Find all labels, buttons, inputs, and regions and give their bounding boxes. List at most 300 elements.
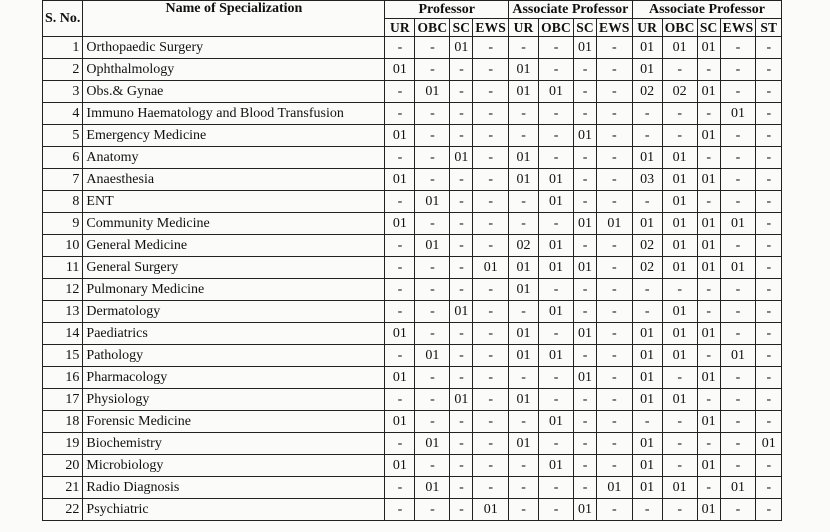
vacancy-cell: 01: [662, 235, 697, 257]
vacancy-cell: 01: [415, 81, 450, 103]
vacancy-cell: -: [539, 213, 574, 235]
vacancy-cell: -: [597, 323, 633, 345]
table-row: [43, 257, 782, 279]
vacancy-cell: 01: [697, 411, 720, 433]
vacancy-cell: -: [415, 279, 450, 301]
vacancy-cell: -: [539, 433, 574, 455]
vacancy-cell: -: [473, 477, 509, 499]
specialization-name: Pathology: [83, 345, 385, 367]
row-number: 15: [43, 345, 83, 367]
vacancy-cell: 01: [509, 169, 539, 191]
table-row: [43, 345, 782, 367]
vacancy-cell: 01: [509, 323, 539, 345]
vacancy-cell: 01: [720, 345, 756, 367]
header-row-groups: [43, 1, 782, 19]
vacancy-cell: -: [450, 235, 473, 257]
vacancy-cell: -: [473, 433, 509, 455]
vacancy-cell: -: [450, 213, 473, 235]
vacancy-cell: 01: [632, 345, 662, 367]
vacancy-cell: 03: [632, 169, 662, 191]
vacancy-cell: -: [756, 499, 782, 521]
vacancy-cell: -: [415, 103, 450, 125]
vacancy-cell: -: [415, 169, 450, 191]
specialization-name: Anaesthesia: [83, 169, 385, 191]
vacancy-cell: 01: [720, 103, 756, 125]
vacancy-cell: -: [756, 103, 782, 125]
vacancy-cell: -: [473, 389, 509, 411]
vacancy-cell: -: [539, 147, 574, 169]
vacancy-cell: -: [473, 191, 509, 213]
vacancy-cell: -: [662, 455, 697, 477]
vacancy-cell: -: [450, 59, 473, 81]
vacancy-cell: -: [632, 279, 662, 301]
vacancy-cell: -: [720, 389, 756, 411]
specialization-name: Community Medicine: [83, 213, 385, 235]
vacancy-cell: -: [539, 477, 574, 499]
vacancy-cell: -: [415, 323, 450, 345]
row-number: 16: [43, 367, 83, 389]
vacancy-cell: -: [756, 323, 782, 345]
group-header-associate-professor-2: Associate Professor: [632, 1, 782, 19]
vacancy-cell: -: [597, 433, 633, 455]
specialization-name: Paediatrics: [83, 323, 385, 345]
table-row: [43, 59, 782, 81]
vacancy-cell: -: [473, 213, 509, 235]
vacancy-cell: -: [450, 345, 473, 367]
vacancy-cell: 01: [450, 147, 473, 169]
vacancy-cell: -: [632, 103, 662, 125]
group-header-associate-professor: Associate Professor: [509, 1, 633, 19]
vacancy-cell: 01: [385, 169, 415, 191]
vacancy-cell: -: [756, 455, 782, 477]
vacancy-cell: -: [574, 389, 597, 411]
vacancy-cell: -: [509, 477, 539, 499]
row-number: 17: [43, 389, 83, 411]
vacancy-cell: -: [756, 125, 782, 147]
table-row: [43, 37, 782, 59]
vacancy-cell: -: [509, 191, 539, 213]
vacancy-cell: -: [415, 499, 450, 521]
vacancy-cell: 01: [574, 323, 597, 345]
vacancy-cell: 01: [509, 433, 539, 455]
vacancy-cell: 01: [756, 433, 782, 455]
vacancy-cell: -: [574, 81, 597, 103]
vacancy-cell: 01: [539, 257, 574, 279]
vacancy-cell: -: [756, 367, 782, 389]
vacancy-cell: -: [473, 455, 509, 477]
vacancy-cell: -: [574, 103, 597, 125]
specialization-name: Physiology: [83, 389, 385, 411]
vacancy-cell: -: [415, 147, 450, 169]
vacancy-cell: 01: [385, 323, 415, 345]
specialization-vacancy-table: [42, 0, 782, 521]
vacancy-cell: 01: [574, 125, 597, 147]
vacancy-cell: -: [473, 323, 509, 345]
vacancy-cell: -: [597, 257, 633, 279]
vacancy-cell: -: [539, 499, 574, 521]
vacancy-cell: 01: [632, 367, 662, 389]
vacancy-cell: -: [697, 477, 720, 499]
vacancy-cell: -: [450, 81, 473, 103]
vacancy-cell: 01: [632, 389, 662, 411]
vacancy-cell: -: [539, 389, 574, 411]
vacancy-cell: 01: [662, 477, 697, 499]
vacancy-cell: 01: [632, 455, 662, 477]
vacancy-cell: 01: [415, 345, 450, 367]
vacancy-cell: -: [597, 301, 633, 323]
vacancy-cell: -: [720, 367, 756, 389]
vacancy-cell: 01: [415, 433, 450, 455]
row-number: 6: [43, 147, 83, 169]
specialization-name: Ophthalmology: [83, 59, 385, 81]
vacancy-cell: -: [720, 235, 756, 257]
vacancy-cell: -: [597, 191, 633, 213]
vacancy-cell: -: [597, 499, 633, 521]
row-number: 22: [43, 499, 83, 521]
vacancy-cell: -: [697, 59, 720, 81]
vacancy-cell: -: [756, 389, 782, 411]
row-number: 10: [43, 235, 83, 257]
vacancy-cell: 02: [632, 235, 662, 257]
vacancy-cell: -: [574, 411, 597, 433]
column-header-sc: SC: [574, 19, 597, 37]
vacancy-cell: 01: [662, 323, 697, 345]
vacancy-cell: -: [662, 411, 697, 433]
vacancy-cell: -: [720, 323, 756, 345]
vacancy-cell: -: [385, 499, 415, 521]
table-row: [43, 477, 782, 499]
vacancy-cell: 01: [415, 191, 450, 213]
specialization-name: Radio Diagnosis: [83, 477, 385, 499]
vacancy-cell: 01: [662, 301, 697, 323]
vacancy-cell: 01: [697, 169, 720, 191]
vacancy-cell: -: [509, 411, 539, 433]
table-row: [43, 411, 782, 433]
vacancy-cell: 01: [509, 59, 539, 81]
vacancy-cell: -: [539, 367, 574, 389]
vacancy-cell: -: [720, 191, 756, 213]
vacancy-cell: -: [720, 301, 756, 323]
vacancy-cell: 01: [450, 37, 473, 59]
specialization-name: ENT: [83, 191, 385, 213]
row-number: 11: [43, 257, 83, 279]
vacancy-cell: 01: [385, 59, 415, 81]
vacancy-cell: -: [415, 37, 450, 59]
vacancy-cell: 01: [574, 213, 597, 235]
column-header-obc: OBC: [415, 19, 450, 37]
vacancy-cell: 01: [539, 411, 574, 433]
specialization-name: Pulmonary Medicine: [83, 279, 385, 301]
vacancy-cell: 01: [662, 257, 697, 279]
vacancy-cell: -: [697, 389, 720, 411]
table-row: [43, 213, 782, 235]
vacancy-cell: 01: [385, 411, 415, 433]
table-row: [43, 455, 782, 477]
vacancy-cell: -: [597, 235, 633, 257]
vacancy-cell: -: [509, 213, 539, 235]
row-number: 1: [43, 37, 83, 59]
table-row: [43, 103, 782, 125]
vacancy-cell: -: [597, 125, 633, 147]
vacancy-cell: -: [473, 301, 509, 323]
vacancy-cell: -: [415, 213, 450, 235]
vacancy-cell: -: [450, 169, 473, 191]
group-header-professor: Professor: [385, 1, 509, 19]
vacancy-cell: -: [574, 433, 597, 455]
specialization-name: Emergency Medicine: [83, 125, 385, 147]
vacancy-cell: -: [720, 455, 756, 477]
vacancy-cell: -: [662, 499, 697, 521]
vacancy-cell: -: [473, 37, 509, 59]
vacancy-cell: -: [697, 433, 720, 455]
vacancy-cell: -: [697, 147, 720, 169]
column-header-ur: UR: [509, 19, 539, 37]
vacancy-cell: -: [632, 499, 662, 521]
vacancy-cell: -: [574, 147, 597, 169]
vacancy-cell: 01: [509, 147, 539, 169]
vacancy-cell: 01: [697, 235, 720, 257]
vacancy-cell: -: [720, 59, 756, 81]
vacancy-cell: -: [539, 279, 574, 301]
table-row: [43, 191, 782, 213]
table-body: [43, 37, 782, 521]
vacancy-cell: -: [697, 191, 720, 213]
vacancy-cell: -: [539, 59, 574, 81]
vacancy-cell: 02: [632, 257, 662, 279]
vacancy-cell: -: [597, 147, 633, 169]
sno-header: S. No.: [43, 1, 83, 37]
vacancy-cell: 01: [385, 125, 415, 147]
specialization-header: Name of Specialization: [83, 1, 385, 37]
vacancy-cell: -: [509, 367, 539, 389]
vacancy-cell: 01: [574, 257, 597, 279]
vacancy-cell: -: [385, 103, 415, 125]
column-header-obc: OBC: [539, 19, 574, 37]
vacancy-cell: -: [597, 59, 633, 81]
row-number: 9: [43, 213, 83, 235]
table-row: [43, 389, 782, 411]
vacancy-cell: -: [509, 103, 539, 125]
vacancy-cell: -: [385, 433, 415, 455]
vacancy-cell: -: [385, 191, 415, 213]
vacancy-cell: 01: [632, 147, 662, 169]
vacancy-cell: -: [720, 279, 756, 301]
vacancy-cell: -: [632, 125, 662, 147]
vacancy-cell: 01: [539, 169, 574, 191]
specialization-name: Pharmacology: [83, 367, 385, 389]
column-header-ews: EWS: [597, 19, 633, 37]
vacancy-cell: 01: [574, 367, 597, 389]
vacancy-cell: 01: [662, 191, 697, 213]
table-row: [43, 301, 782, 323]
vacancy-cell: -: [697, 103, 720, 125]
vacancy-cell: -: [720, 499, 756, 521]
column-header-sc: SC: [450, 19, 473, 37]
table-row: [43, 235, 782, 257]
vacancy-cell: -: [385, 389, 415, 411]
vacancy-cell: -: [597, 81, 633, 103]
vacancy-cell: -: [720, 125, 756, 147]
vacancy-cell: -: [574, 235, 597, 257]
vacancy-cell: 01: [415, 477, 450, 499]
specialization-name: General Surgery: [83, 257, 385, 279]
vacancy-cell: -: [539, 323, 574, 345]
vacancy-cell: -: [720, 81, 756, 103]
vacancy-cell: 01: [697, 125, 720, 147]
vacancy-cell: -: [756, 411, 782, 433]
vacancy-cell: -: [415, 125, 450, 147]
vacancy-cell: 01: [632, 323, 662, 345]
vacancy-cell: -: [597, 103, 633, 125]
column-header-obc: OBC: [662, 19, 697, 37]
vacancy-cell: 01: [662, 213, 697, 235]
vacancy-cell: 01: [697, 213, 720, 235]
vacancy-cell: -: [415, 389, 450, 411]
column-header-ur: UR: [385, 19, 415, 37]
vacancy-cell: -: [597, 411, 633, 433]
vacancy-cell: -: [632, 191, 662, 213]
vacancy-cell: -: [756, 235, 782, 257]
vacancy-cell: -: [450, 257, 473, 279]
table-row: [43, 499, 782, 521]
vacancy-cell: -: [473, 81, 509, 103]
vacancy-cell: 01: [662, 37, 697, 59]
specialization-name: Dermatology: [83, 301, 385, 323]
vacancy-cell: 01: [662, 147, 697, 169]
vacancy-cell: 01: [539, 455, 574, 477]
vacancy-cell: -: [597, 169, 633, 191]
vacancy-cell: -: [385, 37, 415, 59]
vacancy-cell: -: [720, 411, 756, 433]
vacancy-cell: -: [756, 345, 782, 367]
vacancy-cell: -: [473, 103, 509, 125]
vacancy-cell: 01: [385, 213, 415, 235]
vacancy-cell: -: [574, 169, 597, 191]
vacancy-cell: -: [662, 367, 697, 389]
vacancy-cell: 01: [509, 257, 539, 279]
vacancy-cell: -: [756, 279, 782, 301]
column-header-ur: UR: [632, 19, 662, 37]
vacancy-cell: 01: [597, 477, 633, 499]
table-row: [43, 367, 782, 389]
vacancy-cell: 01: [473, 499, 509, 521]
specialization-name: Obs.& Gynae: [83, 81, 385, 103]
vacancy-cell: 01: [662, 345, 697, 367]
vacancy-cell: -: [662, 125, 697, 147]
vacancy-cell: -: [473, 125, 509, 147]
vacancy-cell: 01: [697, 323, 720, 345]
vacancy-cell: -: [415, 257, 450, 279]
specialization-name: Biochemistry: [83, 433, 385, 455]
specialization-name: Orthopaedic Surgery: [83, 37, 385, 59]
vacancy-cell: -: [385, 345, 415, 367]
page-edge: [0, 527, 830, 532]
vacancy-cell: -: [385, 477, 415, 499]
vacancy-cell: -: [720, 169, 756, 191]
specialization-name: Anatomy: [83, 147, 385, 169]
vacancy-cell: -: [473, 345, 509, 367]
vacancy-cell: -: [415, 59, 450, 81]
vacancy-cell: -: [662, 59, 697, 81]
vacancy-cell: 01: [662, 389, 697, 411]
vacancy-cell: -: [385, 279, 415, 301]
row-number: 4: [43, 103, 83, 125]
vacancy-cell: -: [509, 37, 539, 59]
vacancy-cell: 01: [539, 235, 574, 257]
vacancy-cell: -: [662, 433, 697, 455]
vacancy-cell: -: [509, 455, 539, 477]
vacancy-cell: -: [539, 37, 574, 59]
vacancy-cell: -: [756, 191, 782, 213]
vacancy-cell: 02: [632, 81, 662, 103]
vacancy-cell: 01: [509, 279, 539, 301]
row-number: 12: [43, 279, 83, 301]
vacancy-cell: 01: [509, 345, 539, 367]
vacancy-cell: -: [632, 301, 662, 323]
vacancy-cell: 01: [697, 367, 720, 389]
vacancy-cell: -: [385, 301, 415, 323]
vacancy-cell: -: [720, 433, 756, 455]
vacancy-cell: 02: [509, 235, 539, 257]
vacancy-cell: -: [450, 477, 473, 499]
vacancy-cell: 01: [385, 367, 415, 389]
vacancy-cell: -: [473, 367, 509, 389]
vacancy-cell: -: [597, 367, 633, 389]
vacancy-cell: -: [539, 125, 574, 147]
vacancy-cell: -: [574, 455, 597, 477]
row-number: 18: [43, 411, 83, 433]
vacancy-cell: 01: [415, 235, 450, 257]
vacancy-cell: -: [697, 301, 720, 323]
vacancy-cell: 01: [597, 213, 633, 235]
vacancy-cell: -: [597, 345, 633, 367]
vacancy-cell: -: [415, 455, 450, 477]
vacancy-cell: -: [450, 433, 473, 455]
vacancy-cell: -: [450, 455, 473, 477]
vacancy-cell: 01: [450, 389, 473, 411]
vacancy-cell: 01: [539, 301, 574, 323]
vacancy-cell: -: [756, 147, 782, 169]
vacancy-cell: -: [473, 411, 509, 433]
vacancy-cell: 02: [662, 81, 697, 103]
table-row: [43, 323, 782, 345]
vacancy-cell: -: [450, 191, 473, 213]
vacancy-cell: 01: [509, 81, 539, 103]
row-number: 21: [43, 477, 83, 499]
table-row: [43, 169, 782, 191]
vacancy-cell: -: [597, 279, 633, 301]
vacancy-cell: 01: [473, 257, 509, 279]
vacancy-cell: -: [756, 169, 782, 191]
vacancy-cell: -: [450, 411, 473, 433]
vacancy-cell: 01: [720, 257, 756, 279]
vacancy-cell: -: [473, 235, 509, 257]
vacancy-cell: 01: [697, 37, 720, 59]
vacancy-cell: -: [473, 59, 509, 81]
vacancy-cell: -: [597, 37, 633, 59]
row-number: 13: [43, 301, 83, 323]
row-number: 8: [43, 191, 83, 213]
vacancy-cell: -: [756, 81, 782, 103]
vacancy-cell: 01: [632, 433, 662, 455]
vacancy-cell: -: [756, 37, 782, 59]
vacancy-cell: -: [385, 235, 415, 257]
vacancy-cell: -: [697, 345, 720, 367]
vacancy-cell: 01: [632, 59, 662, 81]
vacancy-cell: 01: [385, 455, 415, 477]
row-number: 5: [43, 125, 83, 147]
vacancy-cell: 01: [509, 389, 539, 411]
